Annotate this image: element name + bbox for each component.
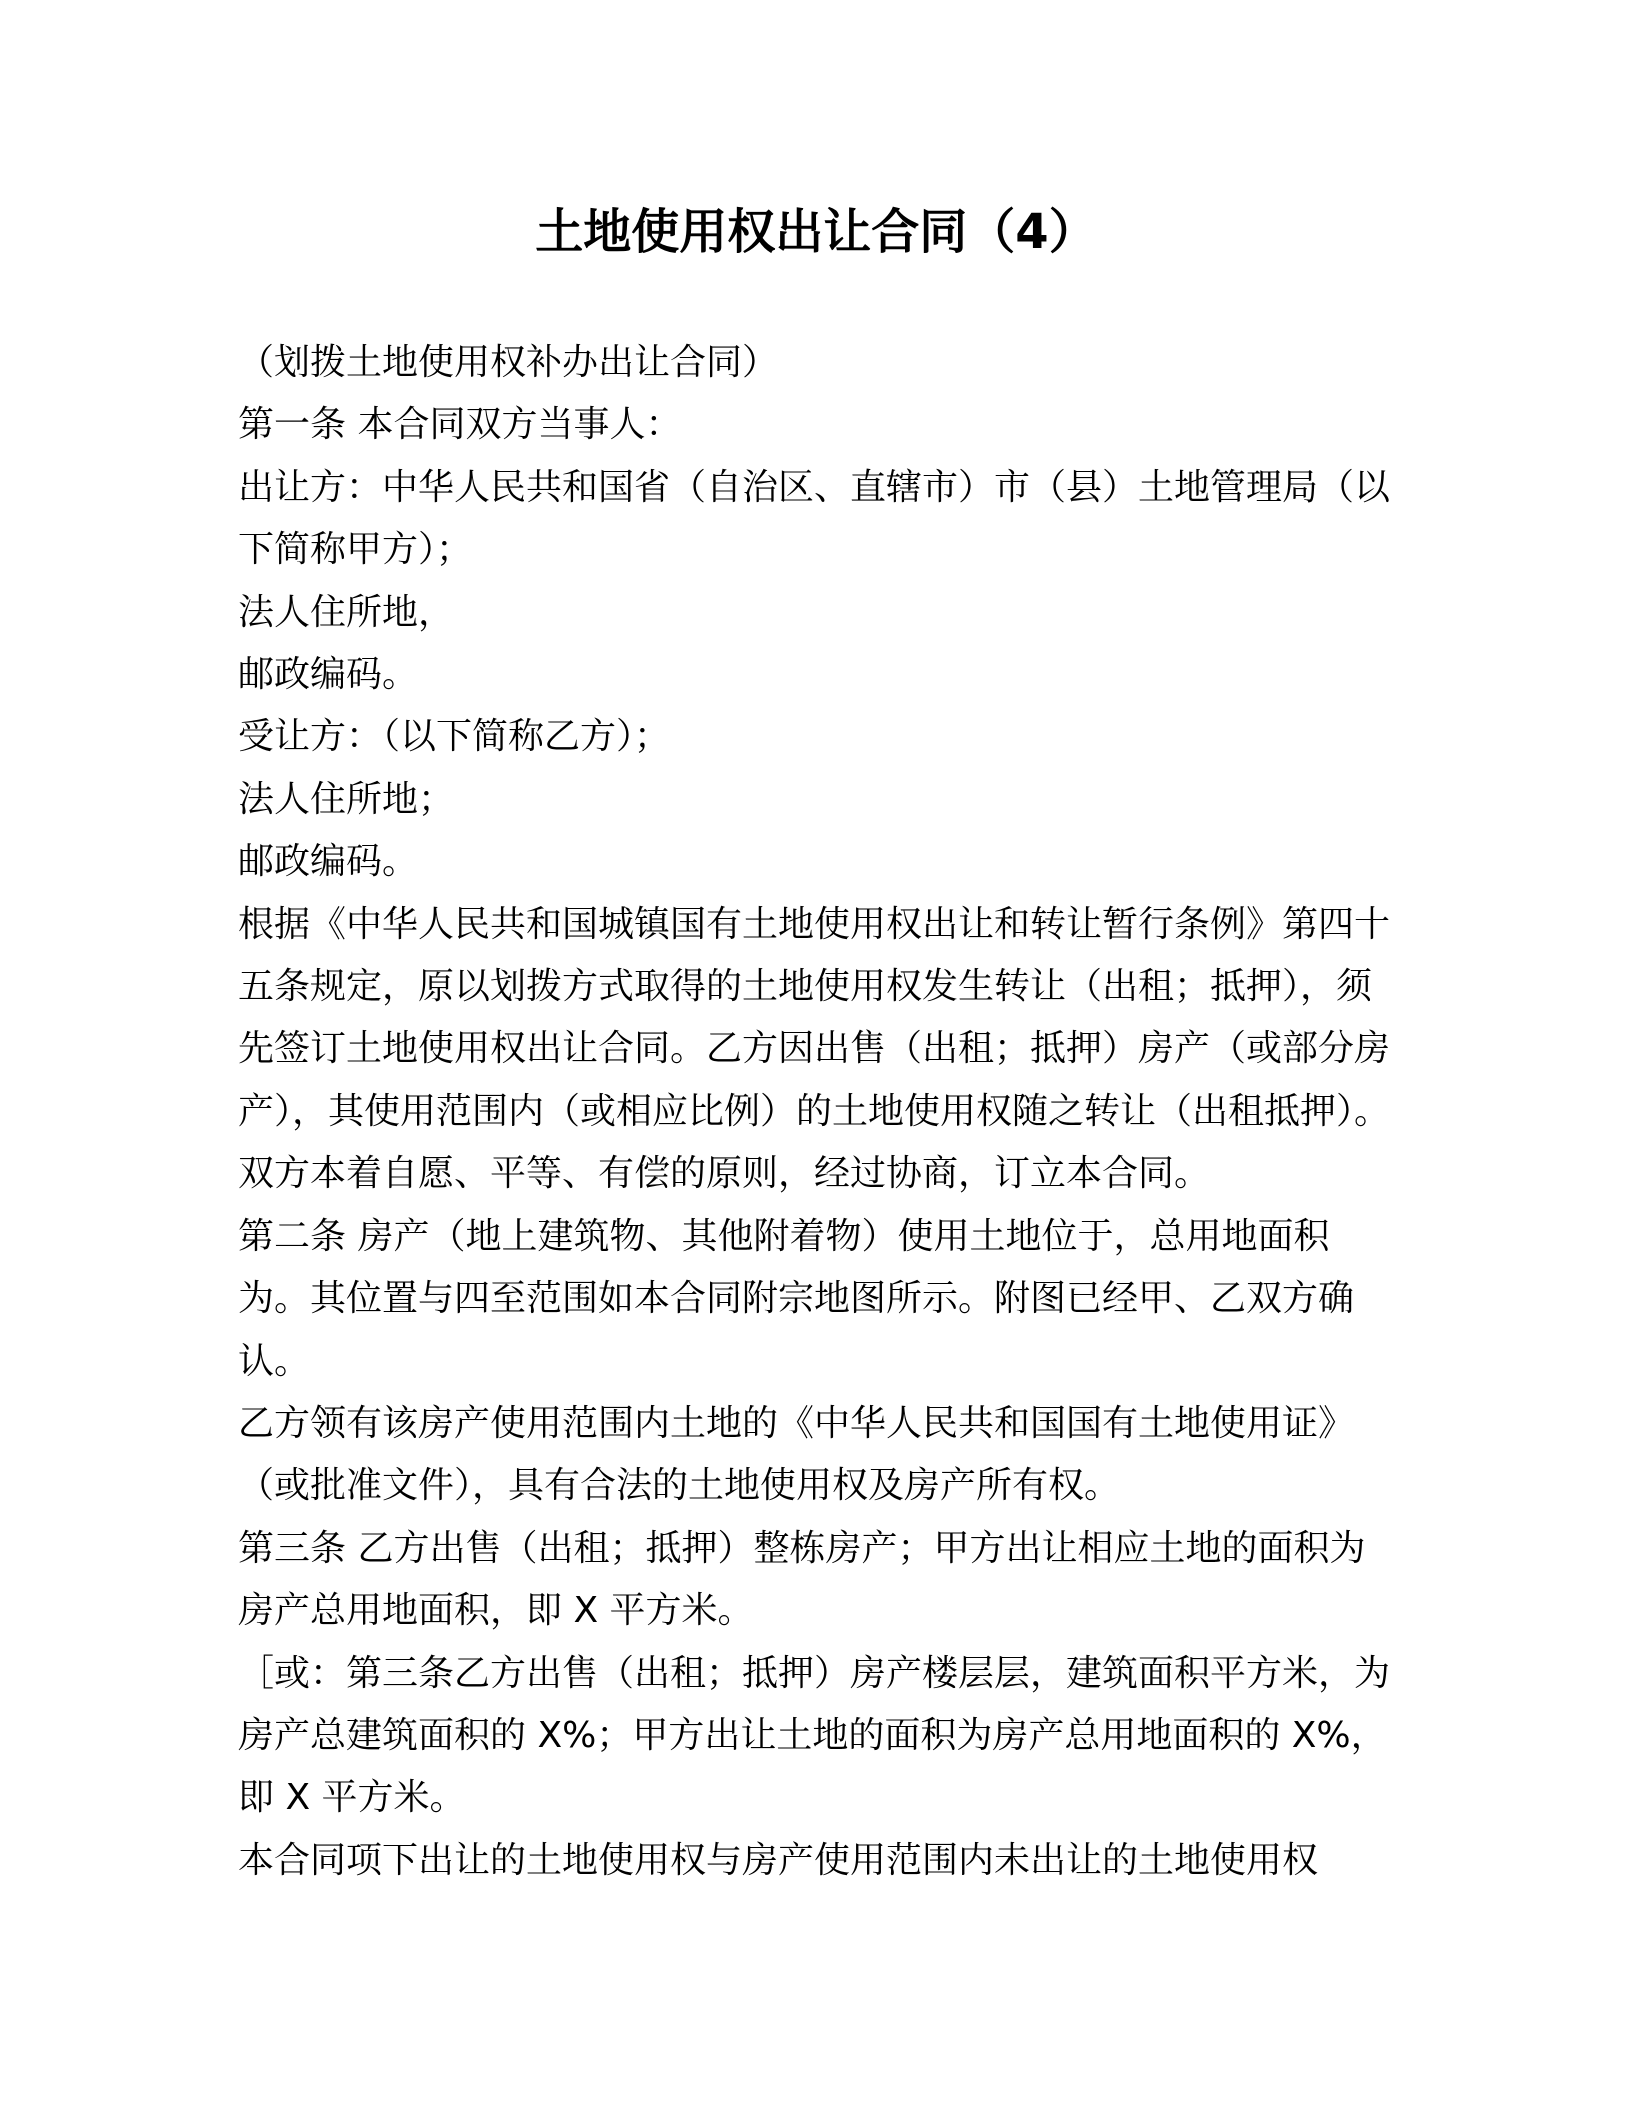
paragraph: 法人住所地，	[238, 591, 455, 633]
paragraph: 第一条 本合同双方当事人：	[238, 404, 682, 446]
document-body	[238, 332, 1398, 1892]
document-title: 土地使用权出让合同（4）	[535, 204, 1097, 260]
paragraph: ［或：第三条乙方出售（出租；抵押）房产楼层层，建筑面积平方米，为房产总建筑面积的 X%；甲方出让土地的面积为房产总用地面积的 X%，即 X 平方米。	[238, 1652, 1391, 1819]
paragraph: 受让方：（以下简称乙方）；	[238, 716, 671, 758]
paragraph: （划拨土地使用权补办出让合同）	[238, 342, 779, 383]
paragraph: 本合同项下出让的土地使用权与房产使用范围内未出让的土地使用权	[238, 1839, 1319, 1881]
paragraph: 乙方领有该房产使用范围内土地的《中华人民共和国国有土地使用证》（或批准文件），具有合法的土地使用权及房产所有权。	[238, 1402, 1355, 1507]
paragraph: 邮政编码。	[238, 841, 419, 883]
paragraph: 根据《中华人民共和国城镇国有土地使用权出让和转让暂行条例》第四十五条规定，原以划拨方式取得的土地使用权发生转让（出租；抵押），须先签订土地使用权出让合同。乙方因出售（出租；抵押）房产（或部分房产），其使用范围内（或相应比例）的土地使用权随之转让（出租抵押）。双方本着自愿、平等、有偿的原则，经过协商，订立本合同。	[238, 903, 1391, 1195]
paragraph: 邮政编码。	[238, 654, 419, 696]
paragraph: 法人住所地；	[238, 778, 455, 820]
paragraph: 第三条 乙方出售（出租；抵押）整栋房产；甲方出让相应土地的面积为房产总用地面积，即 X 平方米。	[238, 1527, 1366, 1632]
paragraph: 出让方：中华人民共和国省（自治区、直辖市）市（县）土地管理局（以下简称甲方）；	[238, 466, 1391, 571]
paragraph: 第二条 房产（地上建筑物、其他附着物）使用土地位于，总用地面积为。其位置与四至范围如本合同附宗地图所示。附图已经甲、乙双方确认。	[238, 1215, 1355, 1382]
